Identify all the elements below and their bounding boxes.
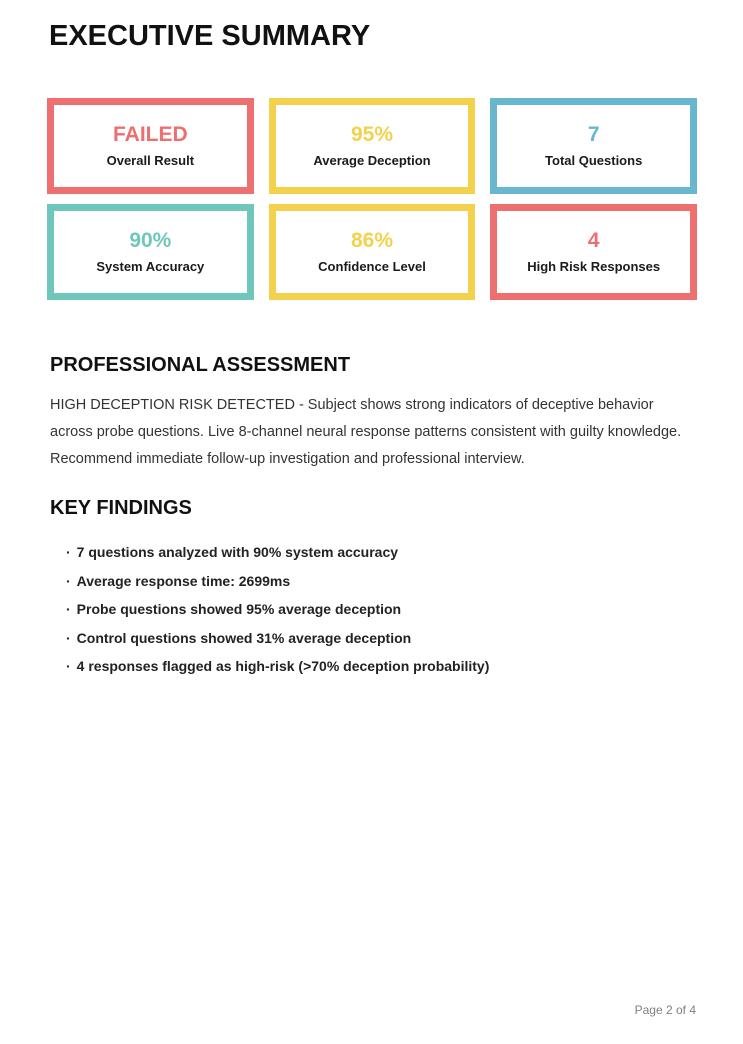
stat-value: 95%	[350, 122, 393, 146]
stat-label: Average Deception	[313, 152, 431, 168]
stat-card-high-risk-responses	[490, 204, 697, 300]
stat-label: System Accuracy	[96, 258, 205, 274]
stat-card-total-questions	[490, 98, 697, 194]
bullet-dot: ·	[66, 601, 71, 617]
page-title: EXECUTIVE SUMMARY	[49, 20, 371, 52]
stat-value: 86%	[350, 228, 393, 252]
stat-card-confidence-level	[269, 204, 476, 300]
bullet-dot: ·	[66, 658, 71, 674]
key-finding-text: Average response time: 2699ms	[76, 572, 291, 589]
stat-card-system-accuracy	[47, 204, 254, 300]
stat-value: FAILED	[112, 122, 188, 146]
bullet-dot: ·	[66, 629, 71, 646]
stat-label: Confidence Level	[318, 258, 426, 274]
stat-value: 4	[587, 228, 600, 252]
assessment-heading: PROFESSIONAL ASSESSMENT	[50, 354, 351, 376]
key-finding-text: 4 responses flagged as high-risk (>70% deception probability)	[76, 658, 490, 674]
key-finding-item	[66, 567, 697, 596]
stat-label: Overall Result	[106, 152, 195, 168]
stat-value: 7	[587, 122, 600, 146]
stat-card-overall-result	[47, 98, 254, 194]
stat-value: 90%	[129, 228, 172, 252]
key-finding-item	[66, 624, 697, 653]
key-findings-heading: KEY FINDINGS	[50, 497, 192, 519]
bullet-dot: ·	[66, 572, 71, 589]
key-finding-item	[66, 595, 697, 624]
key-finding-text: Probe questions showed 95% average deception	[76, 601, 402, 617]
key-findings-list	[66, 538, 697, 681]
bullet-dot: ·	[66, 544, 71, 560]
stat-label: Total Questions	[545, 152, 643, 168]
key-finding-text: 7 questions analyzed with 90% system accuracy	[76, 544, 399, 560]
stat-cards-grid	[47, 98, 697, 300]
page-number: Page 2 of 4	[634, 1003, 696, 1017]
stat-card-average-deception	[269, 98, 476, 194]
key-finding-item	[66, 652, 697, 681]
key-finding-text: Control questions showed 31% average deception	[76, 629, 412, 646]
stat-label: High Risk Responses	[527, 258, 661, 274]
key-finding-item	[66, 538, 697, 567]
assessment-body: HIGH DECEPTION RISK DETECTED - Subject shows strong indicators of deceptive behavior across probe questions. Live 8-channel neural response patterns consistent with guilty knowledge. Recommend immediate follow-up investigation and professional interview.	[50, 397, 682, 467]
